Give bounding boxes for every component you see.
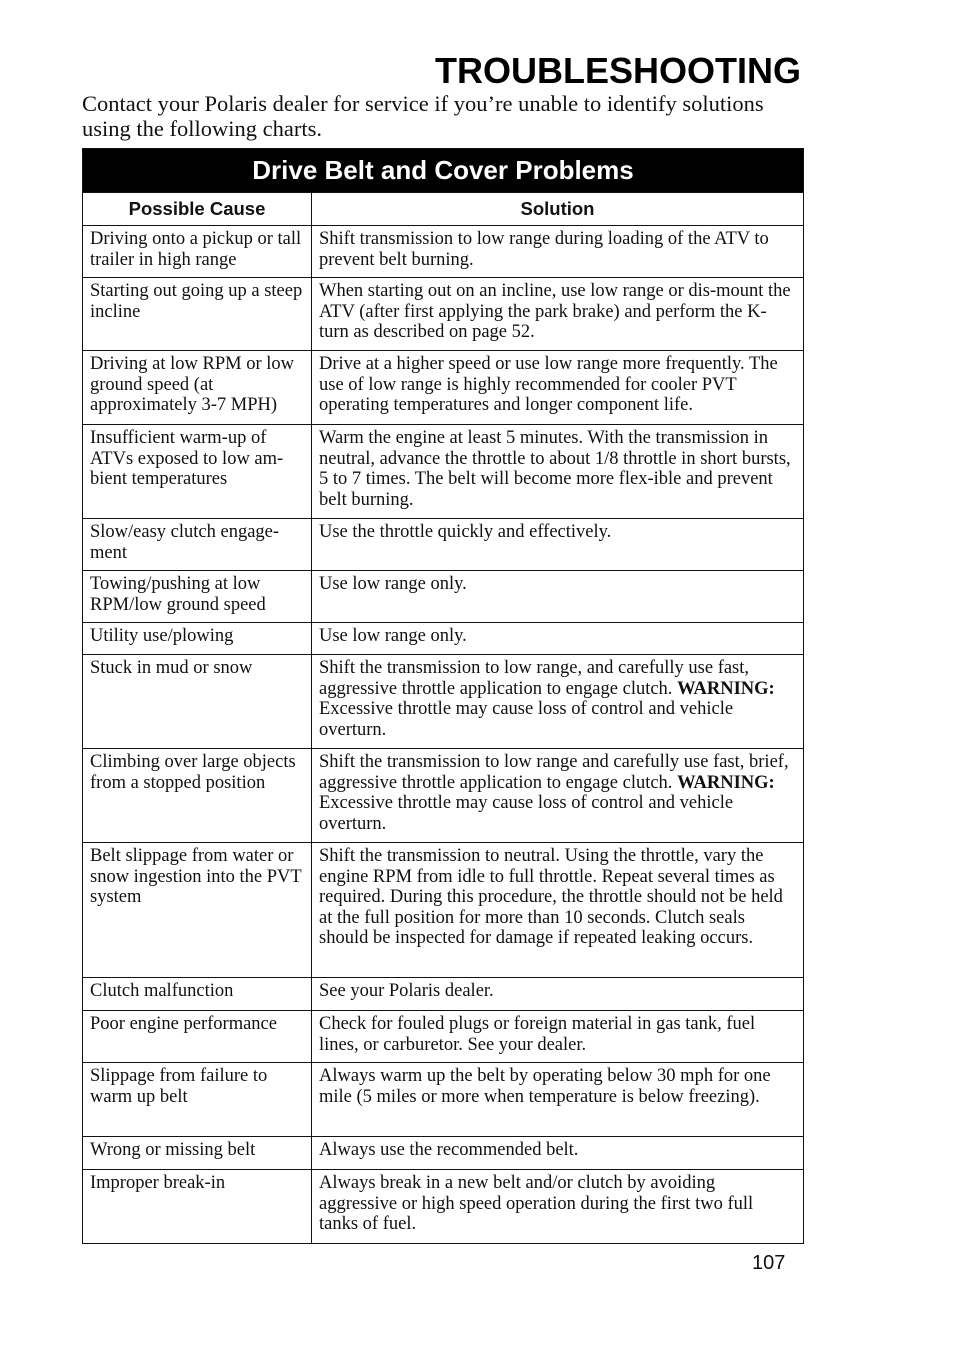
solution-cell bbox=[312, 655, 804, 749]
cause-cell: Stuck in mud or snow bbox=[83, 655, 312, 749]
table-row bbox=[83, 749, 804, 843]
solution-text: Check for fouled plugs or foreign material in gas tank, fuel lines, or carburetor. See your dealer. bbox=[319, 1014, 756, 1055]
solution-cell bbox=[312, 843, 804, 978]
solution-text: Shift the transmission to neutral. Using the throttle, vary the engine RPM from idle to full throttle. Repeat several times as required. During this procedure, the throttle should not be held at the full position for more than 10 seconds. Clutch seals should be inspected for damage if repeated leaking occurs. bbox=[319, 846, 783, 948]
column-header-cause: Possible Cause bbox=[83, 193, 312, 226]
warning-label: WARNING: bbox=[677, 678, 775, 699]
cause-cell: Insufficient warm-up of ATVs exposed to low am-bient temperatures bbox=[83, 425, 312, 519]
warning-label: WARNING: bbox=[677, 772, 775, 793]
page-title: TROUBLESHOOTING bbox=[435, 50, 801, 91]
solution-cell bbox=[312, 571, 804, 623]
cause-cell: Utility use/plowing bbox=[83, 623, 312, 655]
solution-text: Always warm up the belt by operating below 30 mph for one mile (5 miles or more when temperature is below freezing). bbox=[319, 1066, 771, 1107]
cause-cell: Wrong or missing belt bbox=[83, 1137, 312, 1170]
solution-text: Shift transmission to low range during loading of the ATV to prevent belt burning. bbox=[319, 229, 769, 270]
solution-text: Drive at a higher speed or use low range more frequently. The use of low range is highly recommended for cooler PVT operating temperatures and longer component life. bbox=[319, 354, 778, 415]
table-row bbox=[83, 1011, 804, 1063]
solution-cell bbox=[312, 226, 804, 278]
solution-text: Shift the transmission to low range, and carefully use fast, aggressive throttle application to engage clutch. bbox=[319, 658, 750, 699]
solution-text: Always break in a new belt and/or clutch by avoiding aggressive or high speed operation during the first two full tanks of fuel. bbox=[319, 1173, 754, 1234]
solution-cell bbox=[312, 519, 804, 571]
table-row bbox=[83, 1137, 804, 1170]
column-header-solution: Solution bbox=[312, 193, 804, 226]
solution-text: Always use the recommended belt. bbox=[319, 1140, 579, 1160]
table-row bbox=[83, 351, 804, 425]
warning-text: Excessive throttle may cause loss of control and vehicle overturn. bbox=[319, 699, 734, 740]
solution-text: Shift the transmission to low range and carefully use fast, brief, aggressive throttle application to engage clutch. bbox=[319, 752, 789, 793]
solution-text: Use low range only. bbox=[319, 574, 467, 594]
table-title: Drive Belt and Cover Problems bbox=[83, 149, 804, 193]
cause-cell: Climbing over large objects from a stopped position bbox=[83, 749, 312, 843]
solution-cell bbox=[312, 425, 804, 519]
solution-text: When starting out on an incline, use low range or dis-mount the ATV (after first applying the park brake) and perform the K-turn as described on page 52. bbox=[319, 281, 791, 342]
cause-cell: Driving onto a pickup or tall trailer in high range bbox=[83, 226, 312, 278]
table-row bbox=[83, 226, 804, 278]
cause-cell: Improper break-in bbox=[83, 1170, 312, 1244]
solution-cell bbox=[312, 1137, 804, 1170]
cause-cell: Clutch malfunction bbox=[83, 978, 312, 1011]
cause-cell: Driving at low RPM or low ground speed (at approximately 3-7 MPH) bbox=[83, 351, 312, 425]
warning-text: Excessive throttle may cause loss of control and vehicle overturn. bbox=[319, 793, 734, 834]
solution-cell bbox=[312, 1170, 804, 1244]
table-row bbox=[83, 623, 804, 655]
table-row bbox=[83, 978, 804, 1011]
cause-cell: Towing/pushing at low RPM/low ground speed bbox=[83, 571, 312, 623]
cause-cell: Starting out going up a steep incline bbox=[83, 278, 312, 351]
table-row bbox=[83, 1170, 804, 1244]
solution-text: Use low range only. bbox=[319, 626, 467, 646]
cause-cell: Slippage from failure to warm up belt bbox=[83, 1063, 312, 1137]
table-row bbox=[83, 655, 804, 749]
page-number: 107 bbox=[752, 1252, 786, 1274]
table-row bbox=[83, 571, 804, 623]
table-row bbox=[83, 843, 804, 978]
solution-cell bbox=[312, 351, 804, 425]
table-row bbox=[83, 278, 804, 351]
cause-cell: Slow/easy clutch engage-ment bbox=[83, 519, 312, 571]
solution-cell bbox=[312, 978, 804, 1011]
intro-text: Contact your Polaris dealer for service if you’re unable to identify solutions using the following charts. bbox=[82, 91, 764, 141]
table-row bbox=[83, 519, 804, 571]
solution-cell bbox=[312, 1011, 804, 1063]
solution-cell bbox=[312, 623, 804, 655]
cause-cell: Belt slippage from water or snow ingestion into the PVT system bbox=[83, 843, 312, 978]
solution-text: See your Polaris dealer. bbox=[319, 981, 494, 1001]
troubleshooting-table bbox=[82, 148, 804, 1244]
table-body bbox=[83, 226, 804, 1244]
solution-cell bbox=[312, 749, 804, 843]
table-row bbox=[83, 1063, 804, 1137]
solution-cell bbox=[312, 278, 804, 351]
solution-text: Warm the engine at least 5 minutes. With the transmission in neutral, advance the throttle to about 1/8 throttle in short bursts, 5 to 7 times. The belt will become more flex-ible and prevent belt burning. bbox=[319, 428, 791, 510]
solution-cell bbox=[312, 1063, 804, 1137]
solution-text: Use the throttle quickly and effectively. bbox=[319, 522, 612, 542]
cause-cell: Poor engine performance bbox=[83, 1011, 312, 1063]
table-row bbox=[83, 425, 804, 519]
